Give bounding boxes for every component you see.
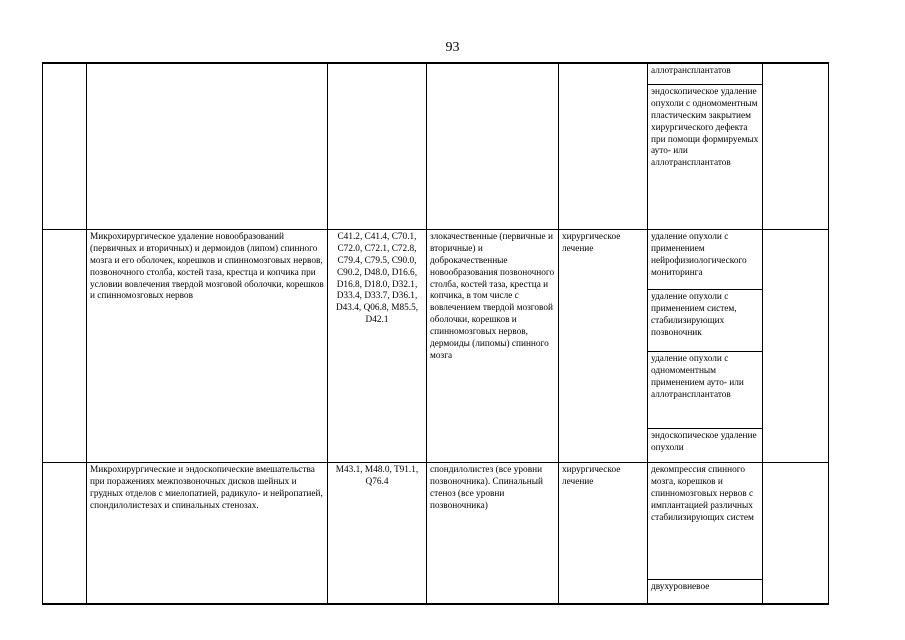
cost-cell xyxy=(763,230,829,463)
method-item: двухуровневое xyxy=(648,579,762,603)
method-item: удаление опухоли с одномоментным применением ауто- или аллотрансплантатов xyxy=(648,351,762,428)
method-item: эндоскопическое удаление опухоли xyxy=(648,428,762,462)
patient-model-cell: спондилолистез (все уровни позвоночника). Спинальный стеноз (все уровни позвоночника) xyxy=(427,463,559,605)
row-number-cell xyxy=(43,230,87,463)
method-item: декомпрессия спинного мозга, корешков и спинномозговых нервов с имплантацией различных стабилизирующих систем xyxy=(651,465,754,523)
icd-codes-cell: M43.1, M48.0, T91.1, Q76.4 xyxy=(328,463,427,605)
treatment-type-cell: хирургическое лечение xyxy=(559,230,648,463)
method-item: удаление опухоли с применением нейрофизиологического мониторинга xyxy=(651,232,747,278)
table-row xyxy=(43,63,829,230)
service-name-cell: Микрохирургическое удаление новообразований (первичных и вторичных) и дермоидов (липом) спинного мозга и его оболочек, корешков и спинномозговых нервов, позвоночного столба, костей таза, крестца и копчика при условии вовлечения твердой мозговой оболочки, корешков и спинномозговых нервов xyxy=(87,230,328,463)
icd-codes-cell xyxy=(328,63,427,230)
patient-model-cell xyxy=(427,63,559,230)
page-number: 93 xyxy=(445,40,460,55)
icd-codes-cell: C41.2, C41.4, C70.1, C72.0, C72.1, C72.8, C79.4, C79.5, C90.0, C90.2, D48.0, D16.6, D16.8, D18.0, D32.1, D33.4, D33.7, D36.1, D43.4, Q06.8, M85.5, D42.1 xyxy=(328,230,427,463)
treatment-method-cell xyxy=(648,463,763,605)
service-name-cell: Микрохирургические и эндоскопические вмешательства при поражениях межпозвоночных дисков шейных и грудных отделов с миелопатией, радикуло- и нейропатией, спондилолистезах и спинальных стенозах. xyxy=(87,463,328,605)
table-row xyxy=(43,230,829,463)
cost-cell xyxy=(763,63,829,230)
treatment-method-cell xyxy=(648,63,763,230)
services-table xyxy=(42,62,829,605)
treatment-type-cell xyxy=(559,63,648,230)
table-row xyxy=(43,463,829,605)
row-number-cell xyxy=(43,63,87,230)
treatment-type-cell: хирургическое лечение xyxy=(559,463,648,605)
method-item: аллотрансплантатов xyxy=(651,66,731,76)
cost-cell xyxy=(763,463,829,605)
method-item: эндоскопическое удаление опухоли с одномоментным пластическим закрытием хирургического дефекта при помощи формируемых ауто- или аллотрансплантатов xyxy=(648,84,762,229)
treatment-method-cell xyxy=(648,230,763,463)
service-name-cell xyxy=(87,63,328,230)
row-number-cell xyxy=(43,463,87,605)
patient-model-cell: злокачественные (первичные и вторичные) и доброкачественные новообразования позвоночного столба, костей таза, крестца и копчика, в том числе с вовлечением твердой мозговой оболочки, корешков и спинномозговых нервов, дермоиды (липомы) спинного мозга xyxy=(427,230,559,463)
method-item: удаление опухоли с применением систем, стабилизирующих позвоночник xyxy=(648,289,762,351)
